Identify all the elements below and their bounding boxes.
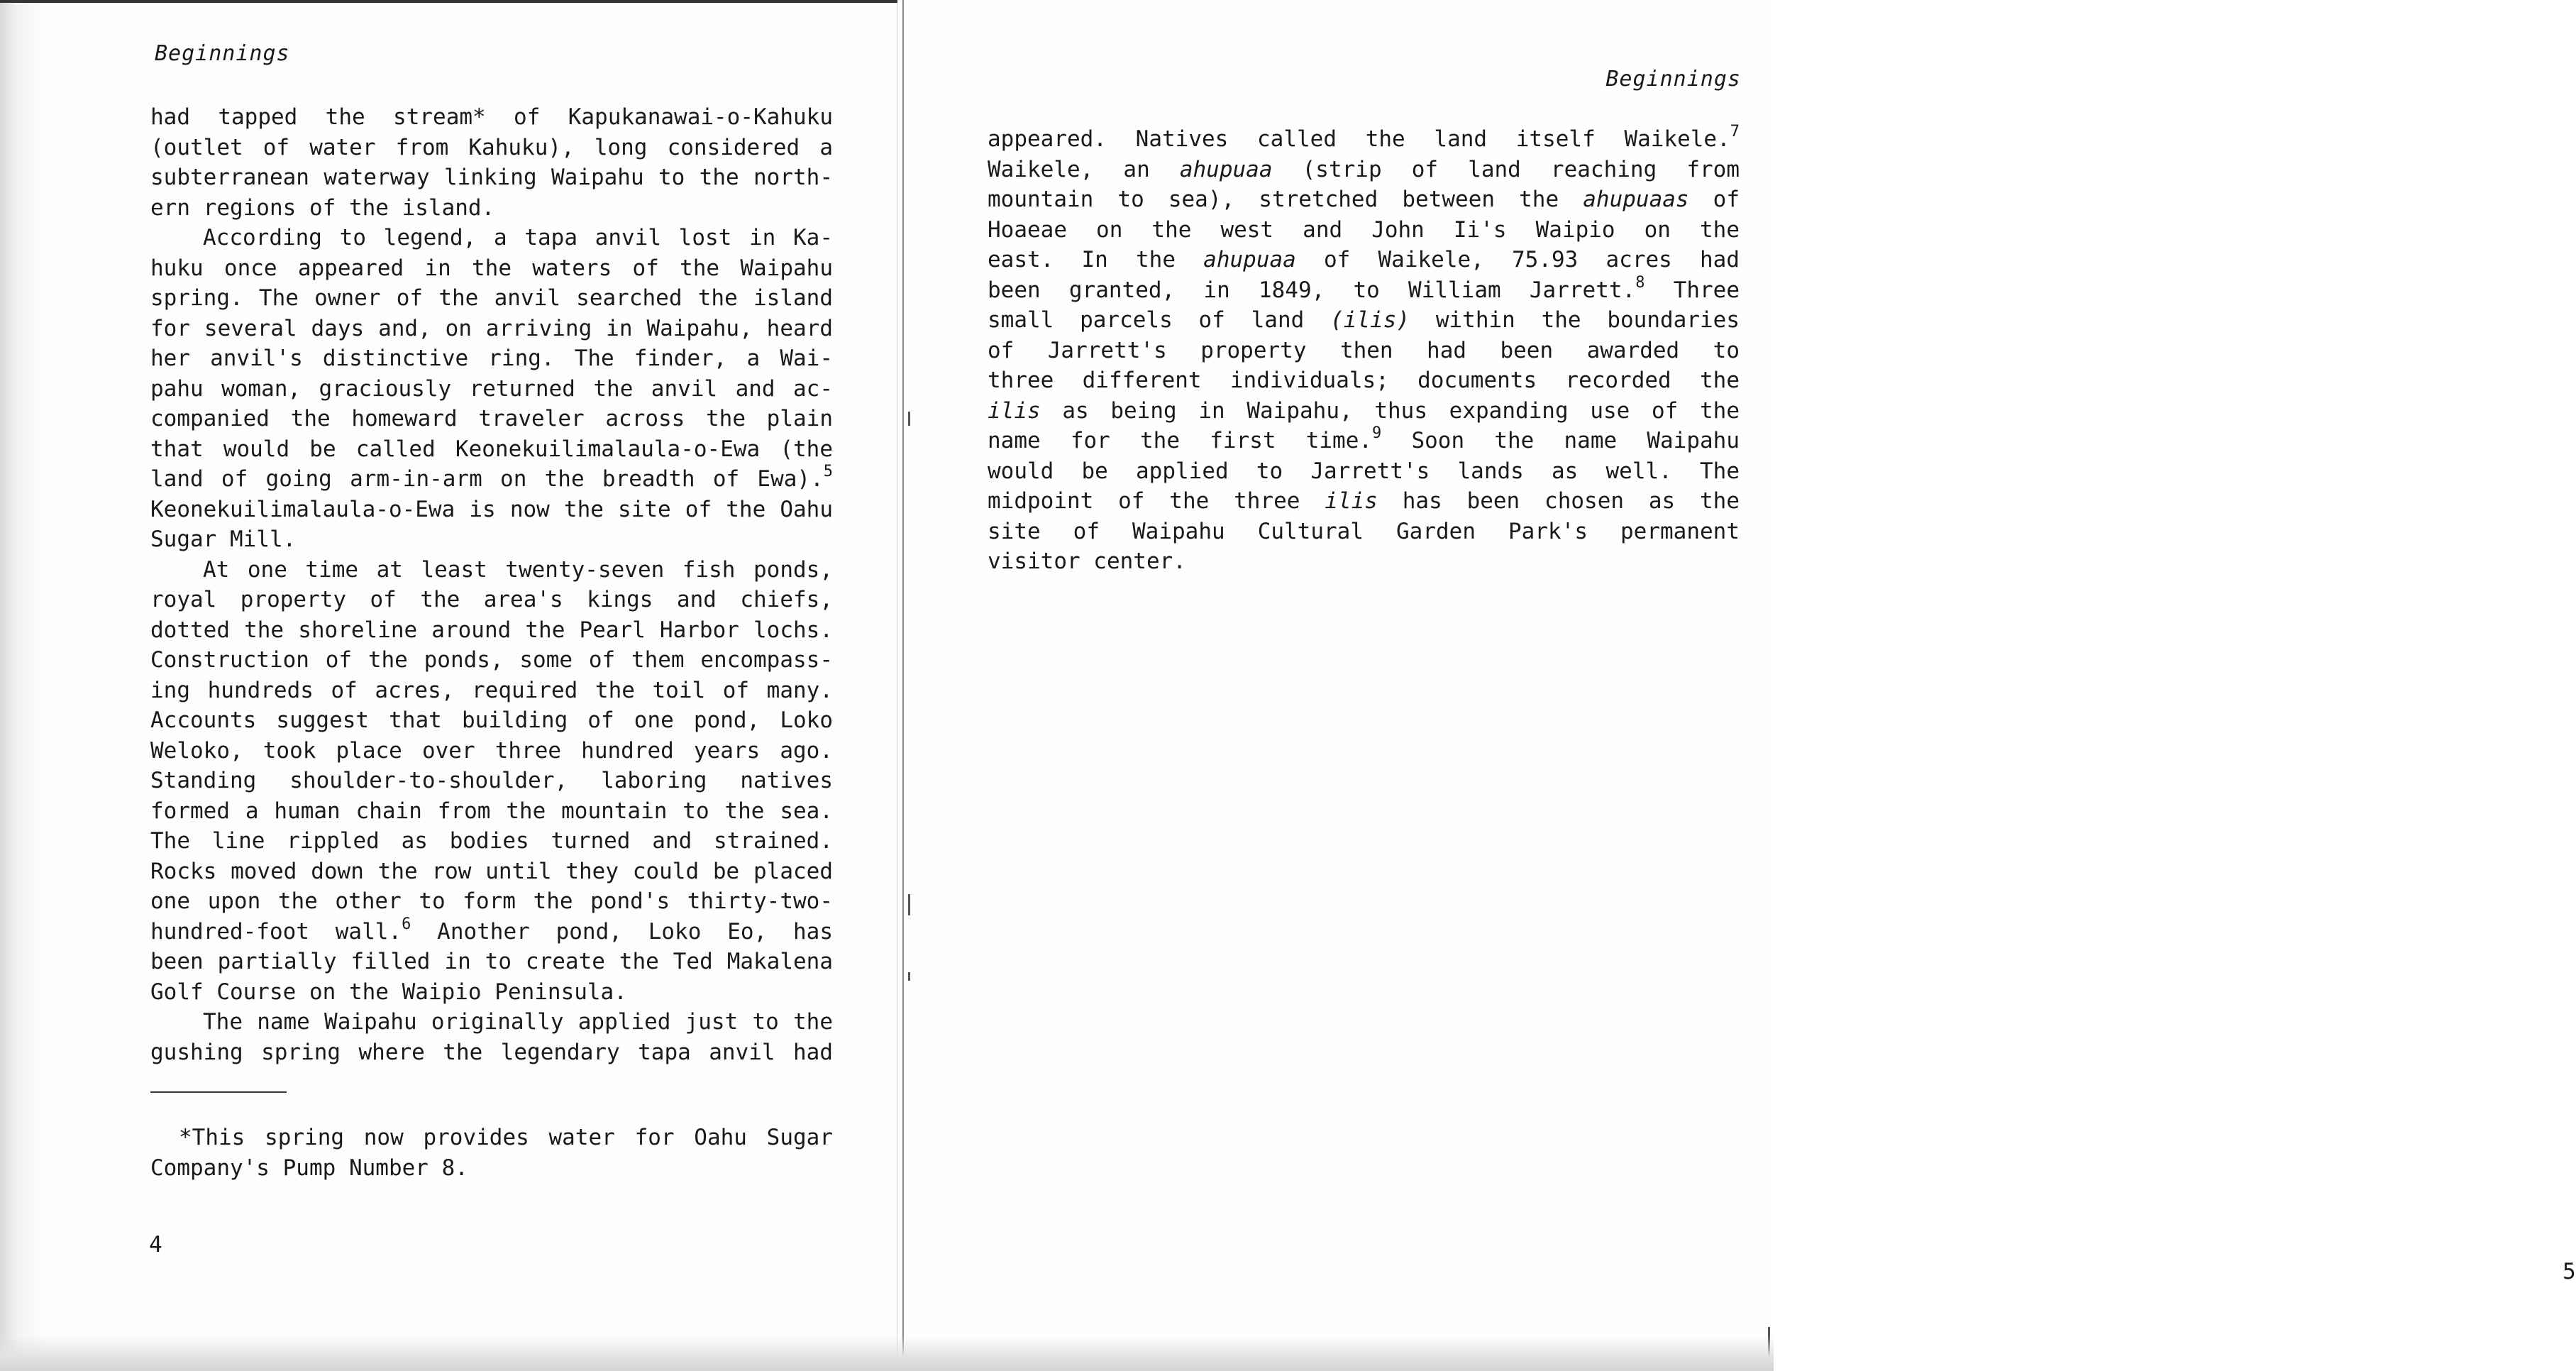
text-line: that would be called Keonekuilimalaula-o-Ewa (the: [150, 436, 833, 462]
text-span: has been chosen as the: [1377, 488, 1740, 514]
text-line: spring. The owner of the anvil searched the island: [150, 285, 833, 311]
text-span: Another pond, Loko Eo, has: [411, 918, 833, 945]
text-line: [988, 396, 1740, 426]
right-body-text: [988, 124, 1740, 577]
page-number-left: 4: [149, 1232, 162, 1257]
text-line: subterranean waterway linking Waipahu to the north-: [150, 165, 833, 190]
text-line: Hoaeae on the west and John Ii's Waipio on the: [988, 216, 1740, 243]
footnote-line: *This spring now provides water for Oahu Sugar: [179, 1125, 833, 1150]
text-line: [988, 245, 1740, 275]
endnote-marker-6: 6: [402, 915, 411, 933]
left-body-text: [150, 102, 833, 1067]
text-span: as being in Waipahu, thus expanding use of the: [1040, 397, 1740, 424]
text-span: within the boundaries: [1410, 307, 1740, 333]
text-line: companied the homeward traveler across the plain: [150, 406, 833, 431]
text-line: Accounts suggest that building of one pond, Loko: [150, 707, 833, 733]
text-line: Weloko, took place over three hundred years ago.: [150, 737, 833, 764]
text-span: Soon the name Waipahu: [1381, 428, 1740, 453]
text-span: Three: [1644, 277, 1740, 303]
top-rule: [0, 0, 897, 3]
text-span: Waikele, an: [988, 156, 1180, 182]
text-line: ing hundreds of acres, required the toil of many.: [150, 677, 833, 703]
italic-term: ilis: [988, 397, 1041, 424]
text-line: visitor center.: [988, 549, 1186, 574]
text-line: huku once appeared in the waters of the Waipahu: [150, 255, 833, 281]
text-line: gushing spring where the legendary tapa anvil had: [150, 1039, 833, 1065]
text-line: Rocks moved down the row until they could be placed: [150, 858, 833, 884]
text-line: [988, 305, 1740, 336]
text-line: pahu woman, graciously returned the anvil and ac-: [150, 375, 833, 402]
text-line: one upon the other to form the pond's thirty-two-: [150, 888, 833, 914]
text-span: been granted, in 1849, to William Jarrett.: [988, 277, 1636, 303]
italic-term: ahupuaa: [1203, 247, 1296, 272]
text-line: of Jarrett's property then had been awarded to: [988, 337, 1740, 363]
text-line: Golf Course on the Waipio Peninsula.: [150, 979, 627, 1005]
text-line: Construction of the ponds, some of them encompass-: [150, 647, 833, 673]
text-line: The line rippled as bodies turned and strained.: [150, 828, 833, 854]
text-line: dotted the shoreline around the Pearl Harbor lochs.: [150, 617, 833, 643]
italic-term: (ilis): [1330, 307, 1410, 333]
text-line: (outlet of water from Kahuku), long considered a: [150, 134, 833, 160]
page-number-right: 5: [2563, 1259, 2576, 1284]
text-line: formed a human chain from the mountain to the sea.: [150, 798, 833, 824]
text-span: midpoint of the three: [988, 488, 1325, 514]
text-span: of: [1688, 187, 1740, 212]
text-line: [988, 155, 1740, 185]
text-line: [150, 917, 833, 947]
running-head-left: Beginnings: [155, 41, 290, 66]
left-page: [0, 0, 897, 1371]
text-line: Standing shoulder-to-shoulder, laboring natives: [150, 768, 833, 793]
text-line: [988, 185, 1740, 215]
text-span: east. In the: [988, 247, 1204, 272]
text-line: Keonekuilimalaula-o-Ewa is now the site of the Oahu: [150, 496, 833, 522]
text-span: hundred-foot wall.: [150, 918, 402, 945]
text-span: name for the first time.: [988, 428, 1373, 453]
running-head-right: Beginnings: [1605, 67, 1741, 92]
text-line: [988, 426, 1740, 456]
text-line: her anvil's distinctive ring. The finder, a Wai-: [150, 346, 833, 371]
text-line: At one time at least twenty-seven fish ponds,: [203, 556, 833, 583]
text-line: [150, 464, 833, 495]
text-line: [988, 275, 1740, 306]
text-span: of Waikele, 75.93 acres had: [1295, 247, 1740, 272]
endnote-marker-7: 7: [1730, 123, 1740, 141]
text-line: [988, 124, 1740, 155]
page-edge-shadow: [0, 0, 43, 1371]
italic-term: ahupuaas: [1583, 187, 1689, 212]
right-page: [902, 0, 2576, 1371]
italic-term: ilis: [1325, 488, 1378, 514]
text-line: Sugar Mill.: [150, 527, 297, 552]
text-line: been partially filled in to create the Ted Makalena: [150, 949, 833, 974]
text-span: land of going arm-in-arm on the breadth of Ewa).: [150, 466, 824, 492]
endnote-marker-5: 5: [823, 463, 833, 480]
bottom-shadow: [0, 1336, 1774, 1371]
gutter-mark: [908, 894, 910, 915]
text-span: (strip of land reaching from: [1272, 156, 1740, 182]
gutter-mark: [908, 972, 910, 981]
text-line: ern regions of the island.: [150, 194, 495, 221]
footnote: [150, 1123, 833, 1183]
text-line: three different individuals; documents recorded the: [988, 368, 1740, 393]
footnote-rule: [150, 1091, 287, 1093]
text-line: royal property of the area's kings and chiefs,: [150, 587, 833, 612]
text-span: mountain to sea), stretched between the: [988, 187, 1583, 212]
footnote-line: Company's Pump Number 8.: [150, 1155, 468, 1181]
gutter-mark: [908, 412, 910, 426]
text-line: The name Waipahu originally applied just to the: [203, 1009, 833, 1035]
italic-term: ahupuaa: [1179, 156, 1273, 182]
endnote-marker-8: 8: [1635, 273, 1645, 292]
text-line: for several days and, on arriving in Waipahu, heard: [150, 315, 833, 341]
text-line: [988, 486, 1740, 517]
text-line: would be applied to Jarrett's lands as well. The: [988, 458, 1740, 484]
text-span: small parcels of land: [988, 307, 1331, 333]
endnote-marker-9: 9: [1372, 424, 1382, 442]
text-span: appeared. Natives called the land itself Waikele.: [988, 126, 1730, 152]
text-line: site of Waipahu Cultural Garden Park's permanent: [988, 518, 1740, 544]
text-line: According to legend, a tapa anvil lost in Ka-: [203, 225, 833, 250]
text-line: had tapped the stream* of Kapukanawai-o-Kahuku: [150, 104, 833, 130]
